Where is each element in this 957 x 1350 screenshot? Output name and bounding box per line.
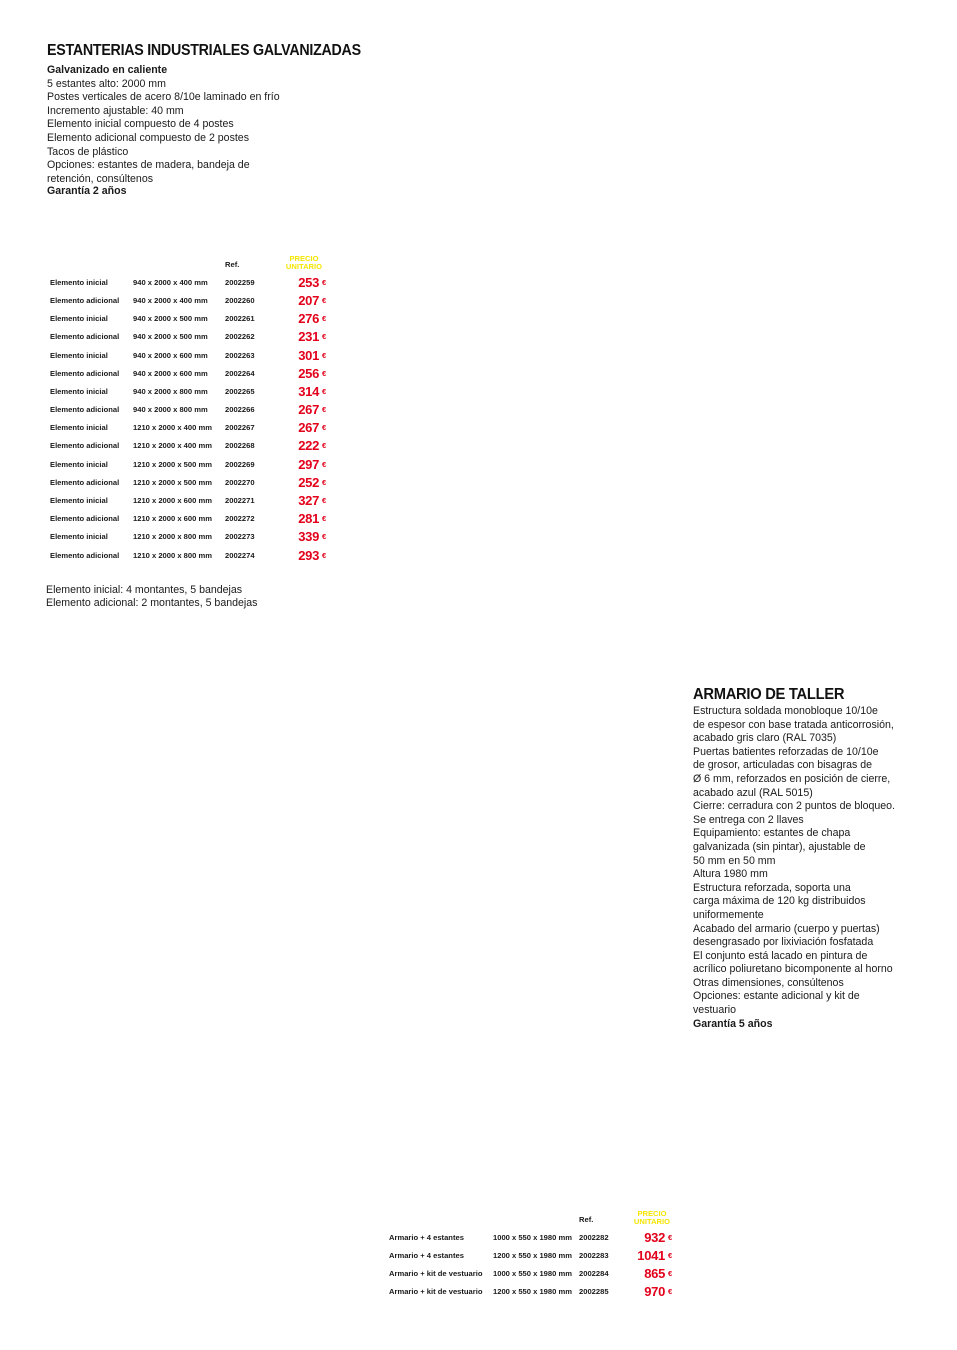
table-row — [50, 437, 331, 455]
row-dimensions: 940 x 2000 x 500 mm — [133, 332, 208, 342]
price-header — [277, 255, 331, 273]
estanterias-notes — [46, 584, 257, 610]
row-price: 252 — [298, 474, 319, 490]
armario-line: Altura 1980 mm — [693, 868, 768, 881]
row-price: 276 — [298, 311, 319, 327]
row-ref: 2002283 — [579, 1250, 609, 1260]
row-currency: € — [322, 295, 327, 305]
row-dimensions: 940 x 2000 x 400 mm — [133, 277, 208, 287]
row-dimensions: 1210 x 2000 x 600 mm — [133, 496, 212, 506]
armario-line: Acabado del armario (cuerpo y puertas) — [693, 922, 880, 935]
row-type: Elemento adicional — [50, 368, 120, 378]
row-dimensions: 940 x 2000 x 800 mm — [133, 386, 208, 396]
estanterias-line: Tacos de plástico — [47, 145, 129, 158]
row-type: Elemento inicial — [50, 532, 108, 542]
row-currency: € — [322, 550, 327, 560]
estanterias-line: Opciones: estantes de madera, bandeja de — [47, 159, 250, 172]
row-ref: 2002260 — [225, 295, 255, 305]
row-ref: 2002262 — [225, 332, 255, 342]
table-row — [50, 328, 331, 346]
row-ref: 2002266 — [225, 405, 255, 415]
row-price: 253 — [298, 274, 319, 290]
row-type: Elemento adicional — [50, 550, 120, 560]
row-ref: 2002270 — [225, 477, 255, 487]
row-ref: 2002284 — [579, 1269, 609, 1279]
row-type: Elemento inicial — [50, 314, 108, 324]
price-header-line-2: UNITARIO — [285, 262, 323, 272]
row-type: Elemento adicional — [50, 295, 120, 305]
row-ref: 2002273 — [225, 532, 255, 542]
row-price: 207 — [298, 292, 319, 308]
row-ref: 2002272 — [225, 514, 255, 524]
table-row — [389, 1228, 677, 1246]
row-type: Elemento adicional — [50, 332, 120, 342]
armario-line: El conjunto está lacado en pintura de — [693, 949, 868, 962]
row-dimensions: 1000 x 550 x 1980 mm — [493, 1269, 572, 1279]
armario-line: Cierre: cerradura con 2 puntos de bloqueo. — [693, 800, 895, 813]
estanterias-line: retención, consúltenos — [47, 172, 154, 185]
table-row — [50, 455, 331, 473]
ref-header: Ref. — [579, 1214, 594, 1224]
estanterias-price-table — [50, 255, 331, 564]
table-header-row — [50, 255, 331, 273]
armario-price-table — [389, 1210, 677, 1301]
row-dimensions: 1210 x 2000 x 500 mm — [133, 459, 212, 469]
table-row — [50, 310, 331, 328]
row-dimensions: 940 x 2000 x 500 mm — [133, 314, 208, 324]
row-price: 932 — [644, 1229, 665, 1245]
table-row — [50, 364, 331, 382]
row-currency: € — [668, 1269, 673, 1279]
armario-line: Ø 6 mm, reforzados en posición de cierre, — [693, 772, 891, 785]
estanterias-section — [47, 42, 407, 196]
row-currency: € — [668, 1287, 673, 1297]
row-price: 339 — [298, 529, 319, 545]
row-dimensions: 1210 x 2000 x 800 mm — [133, 532, 212, 542]
row-price: 267 — [298, 420, 319, 436]
row-price: 281 — [298, 511, 319, 527]
price-header-line-1: PRECIO — [637, 1209, 667, 1219]
row-currency: € — [322, 332, 327, 342]
row-ref: 2002282 — [579, 1232, 609, 1242]
row-price: 256 — [298, 365, 319, 381]
row-price: 301 — [298, 347, 319, 363]
price-header-line-1: PRECIO — [289, 254, 319, 264]
estanterias-line: Elemento inicial compuesto de 4 postes — [47, 118, 234, 131]
table-row — [50, 401, 331, 419]
table-row — [50, 473, 331, 491]
row-currency: € — [322, 496, 327, 506]
table-row — [50, 528, 331, 546]
row-currency: € — [322, 532, 327, 542]
row-dimensions: 1200 x 550 x 1980 mm — [493, 1250, 572, 1260]
price-header — [627, 1210, 677, 1228]
row-price: 970 — [644, 1284, 665, 1300]
armario-line: acabado azul (RAL 5015) — [693, 786, 813, 799]
row-currency: € — [668, 1232, 673, 1242]
row-dimensions: 940 x 2000 x 400 mm — [133, 295, 208, 305]
estanterias-line: 5 estantes alto: 2000 mm — [47, 77, 166, 90]
armario-line: desengrasado por lixiviación fosfatada — [693, 936, 874, 949]
armario-description — [693, 705, 943, 1031]
row-ref: 2002271 — [225, 496, 255, 506]
estanterias-subtitle: Galvanizado en caliente — [47, 64, 168, 76]
row-type: Elemento inicial — [50, 496, 108, 506]
armario-line: carga máxima de 120 kg distribuidos — [693, 895, 866, 908]
note-line: Elemento adicional: 2 montantes, 5 bandejas — [46, 597, 258, 610]
row-dimensions: 1210 x 2000 x 800 mm — [133, 550, 212, 560]
row-currency: € — [322, 314, 327, 324]
row-dimensions: 940 x 2000 x 600 mm — [133, 350, 208, 360]
note-line: Elemento inicial: 4 montantes, 5 bandejas — [46, 584, 243, 596]
row-ref: 2002263 — [225, 350, 255, 360]
row-type: Elemento inicial — [50, 350, 108, 360]
row-type: Elemento adicional — [50, 405, 120, 415]
armario-line: Equipamiento: estantes de chapa — [693, 827, 851, 840]
estanterias-guarantee: Garantía 2 años — [47, 185, 127, 198]
row-type: Elemento inicial — [50, 386, 108, 396]
row-dimensions: 1210 x 2000 x 400 mm — [133, 423, 212, 433]
row-type: Armario + kit de vestuario — [389, 1269, 483, 1279]
armario-line: vestuario — [693, 1004, 736, 1017]
table-row — [50, 419, 331, 437]
row-ref: 2002259 — [225, 277, 255, 287]
row-currency: € — [322, 350, 327, 360]
row-dimensions: 1210 x 2000 x 600 mm — [133, 514, 212, 524]
row-price: 314 — [298, 383, 319, 399]
armario-line: Se entrega con 2 llaves — [693, 813, 804, 826]
armario-line: de espesor con base tratada anticorrosión, — [693, 718, 894, 731]
row-ref: 2002268 — [225, 441, 255, 451]
row-dimensions: 1000 x 550 x 1980 mm — [493, 1232, 572, 1242]
table-row — [50, 510, 331, 528]
estanterias-line: Elemento adicional compuesto de 2 postes — [47, 131, 249, 144]
armario-title: ARMARIO DE TALLER — [693, 686, 845, 703]
table-row — [50, 291, 331, 309]
estanterias-line: Postes verticales de acero 8/10e laminado en frío — [47, 91, 280, 104]
row-type: Elemento inicial — [50, 423, 108, 433]
armario-guarantee: Garantía 5 años — [693, 1017, 773, 1030]
table-header-row — [389, 1210, 677, 1228]
armario-line: Otras dimensiones, consúltenos — [693, 976, 844, 989]
row-type: Elemento adicional — [50, 477, 120, 487]
row-dimensions: 940 x 2000 x 600 mm — [133, 368, 208, 378]
row-ref: 2002285 — [579, 1287, 609, 1297]
row-type: Elemento inicial — [50, 459, 108, 469]
row-dimensions: 940 x 2000 x 800 mm — [133, 405, 208, 415]
ref-header: Ref. — [225, 259, 240, 269]
row-price: 865 — [644, 1266, 665, 1282]
row-price: 293 — [298, 547, 319, 563]
row-type: Armario + kit de vestuario — [389, 1287, 483, 1297]
table-row — [389, 1246, 677, 1264]
row-currency: € — [322, 514, 327, 524]
row-price: 231 — [298, 329, 319, 345]
row-type: Armario + 4 estantes — [389, 1250, 464, 1260]
estanterias-title: ESTANTERIAS INDUSTRIALES GALVANIZADAS — [47, 42, 361, 59]
estanterias-description — [47, 64, 407, 196]
row-type: Elemento adicional — [50, 514, 120, 524]
row-price: 327 — [298, 493, 319, 509]
price-header-line-2: UNITARIO — [633, 1217, 671, 1227]
armario-line: Estructura soldada monobloque 10/10e — [693, 705, 878, 717]
armario-line: acrílico poliuretano bicomponente al horno — [693, 963, 893, 976]
armario-line: Puertas batientes reforzadas de 10/10e — [693, 745, 879, 758]
row-currency: € — [322, 386, 327, 396]
armario-line: 50 mm en 50 mm — [693, 854, 776, 867]
row-dimensions: 1200 x 550 x 1980 mm — [493, 1287, 572, 1297]
row-type: Armario + 4 estantes — [389, 1232, 464, 1242]
table-row — [50, 382, 331, 400]
row-currency: € — [322, 459, 327, 469]
table-row — [50, 491, 331, 509]
armario-line: acabado gris claro (RAL 7035) — [693, 732, 837, 745]
row-price: 267 — [298, 402, 319, 418]
row-price: 222 — [298, 438, 319, 454]
table-row — [50, 346, 331, 364]
row-currency: € — [668, 1250, 673, 1260]
row-currency: € — [322, 368, 327, 378]
armario-section — [693, 686, 943, 1031]
row-ref: 2002274 — [225, 550, 255, 560]
armario-line: de grosor, articuladas con bisagras de — [693, 759, 873, 772]
row-ref: 2002269 — [225, 459, 255, 469]
armario-line: uniformemente — [693, 908, 764, 921]
row-type: Elemento adicional — [50, 441, 120, 451]
row-currency: € — [322, 441, 327, 451]
table-row — [50, 546, 331, 564]
armario-line: Opciones: estante adicional y kit de — [693, 990, 860, 1003]
row-dimensions: 1210 x 2000 x 400 mm — [133, 441, 212, 451]
table-row — [389, 1265, 677, 1283]
row-ref: 2002261 — [225, 314, 255, 324]
row-currency: € — [322, 277, 327, 287]
armario-line: Estructura reforzada, soporta una — [693, 881, 851, 894]
row-currency: € — [322, 405, 327, 415]
row-currency: € — [322, 423, 327, 433]
row-type: Elemento inicial — [50, 277, 108, 287]
row-ref: 2002267 — [225, 423, 255, 433]
row-dimensions: 1210 x 2000 x 500 mm — [133, 477, 212, 487]
row-price: 1041 — [637, 1247, 665, 1263]
table-row — [389, 1283, 677, 1301]
table-row — [50, 273, 331, 291]
armario-line: galvanizada (sin pintar), ajustable de — [693, 840, 866, 853]
row-ref: 2002265 — [225, 386, 255, 396]
row-currency: € — [322, 477, 327, 487]
estanterias-line: Incremento ajustable: 40 mm — [47, 104, 184, 117]
row-price: 297 — [298, 456, 319, 472]
row-ref: 2002264 — [225, 368, 255, 378]
